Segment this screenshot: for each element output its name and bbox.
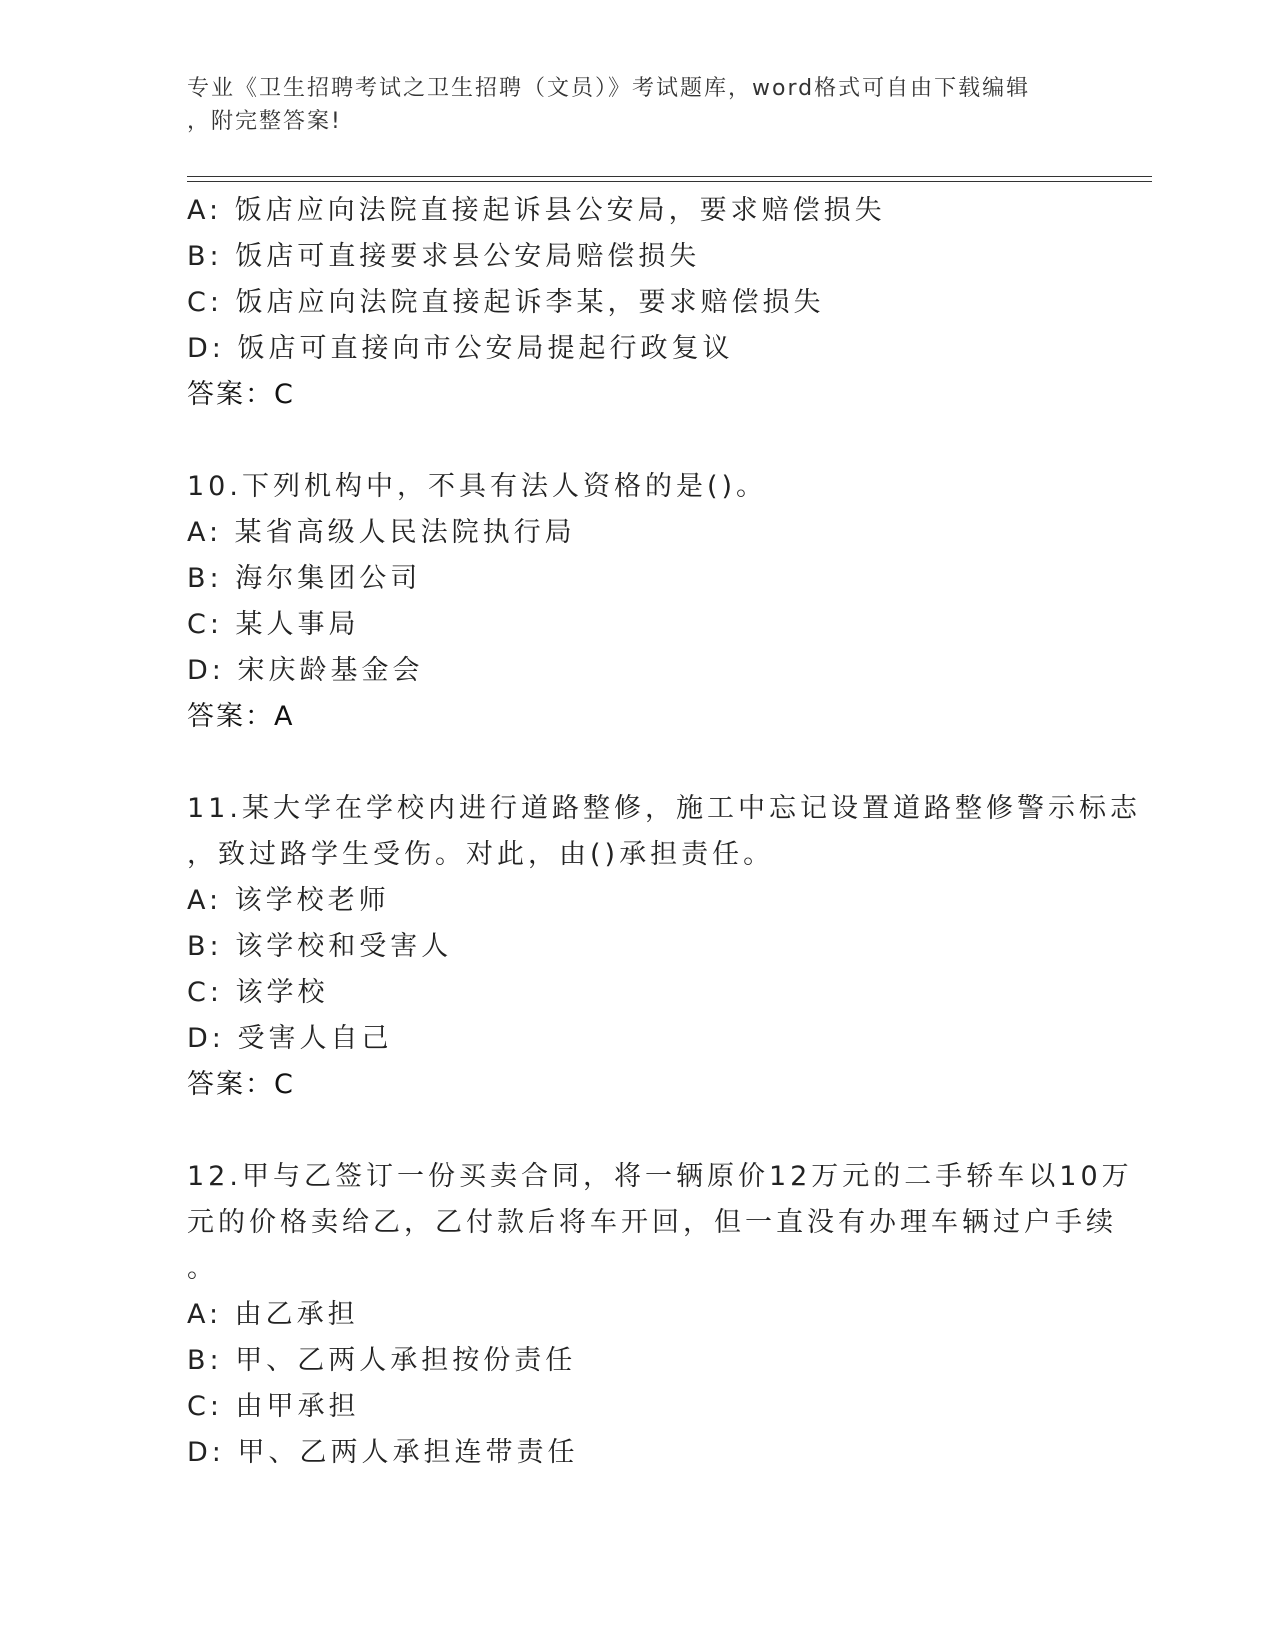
option-c: C: 该学校: [187, 977, 329, 1008]
option-a: A: 饭店应向法院直接起诉县公安局，要求赔偿损失: [187, 195, 886, 226]
answer-label: 答案：C: [187, 379, 295, 410]
option-c: C: 由甲承担: [187, 1391, 360, 1422]
question-11-block: [187, 786, 1141, 1108]
question-10-block: [187, 464, 1107, 740]
question-9-block: [187, 188, 1107, 418]
spacer: [187, 740, 1107, 786]
question-text-continued: 元的价格卖给乙，乙付款后将车开回，但一直没有办理车辆过户手续: [187, 1207, 1117, 1238]
answer-label: 答案：C: [187, 1069, 295, 1100]
header-divider-bottom: [187, 181, 1152, 182]
option-c: C: 某人事局: [187, 609, 360, 640]
question-text: 12.甲与乙签订一份买卖合同，将一辆原价12万元的二手轿车以10万: [187, 1161, 1133, 1192]
option-b: B: 饭店可直接要求县公安局赔偿损失: [187, 241, 701, 272]
question-text: 10.下列机构中，不具有法人资格的是()。: [187, 471, 768, 502]
option-a: A: 该学校老师: [187, 885, 390, 916]
option-b: B: 该学校和受害人: [187, 931, 453, 962]
spacer: [187, 418, 1107, 464]
question-list: [187, 188, 1141, 1476]
question-text: 11.某大学在学校内进行道路整修，施工中忘记设置道路整修警示标志: [187, 793, 1141, 824]
option-d: D: 受害人自己: [187, 1023, 393, 1054]
option-b: B: 海尔集团公司: [187, 563, 422, 594]
option-a: A: 由乙承担: [187, 1299, 359, 1330]
question-text-continued: ，致过路学生受伤。对此，由()承担责任。: [187, 839, 775, 870]
option-d: D: 饭店可直接向市公安局提起行政复议: [187, 333, 734, 364]
header-line-2: ，附完整答案!: [187, 109, 342, 134]
spacer: [187, 1108, 1107, 1154]
header-divider-top: [187, 176, 1152, 177]
question-text-end: 。: [187, 1253, 218, 1284]
answer-label: 答案：A: [187, 701, 295, 732]
document-header: [187, 72, 1087, 138]
option-d: D: 宋庆龄基金会: [187, 655, 424, 686]
header-line-1: 专业《卫生招聘考试之卫生招聘（文员）》考试题库，word格式可自由下载编辑: [187, 76, 1031, 101]
option-b: B: 甲、乙两人承担按份责任: [187, 1345, 577, 1376]
option-d: D: 甲、乙两人承担连带责任: [187, 1437, 579, 1468]
option-c: C: 饭店应向法院直接起诉李某，要求赔偿损失: [187, 287, 825, 318]
option-a: A: 某省高级人民法院执行局: [187, 517, 576, 548]
question-12-block: [187, 1154, 1133, 1476]
